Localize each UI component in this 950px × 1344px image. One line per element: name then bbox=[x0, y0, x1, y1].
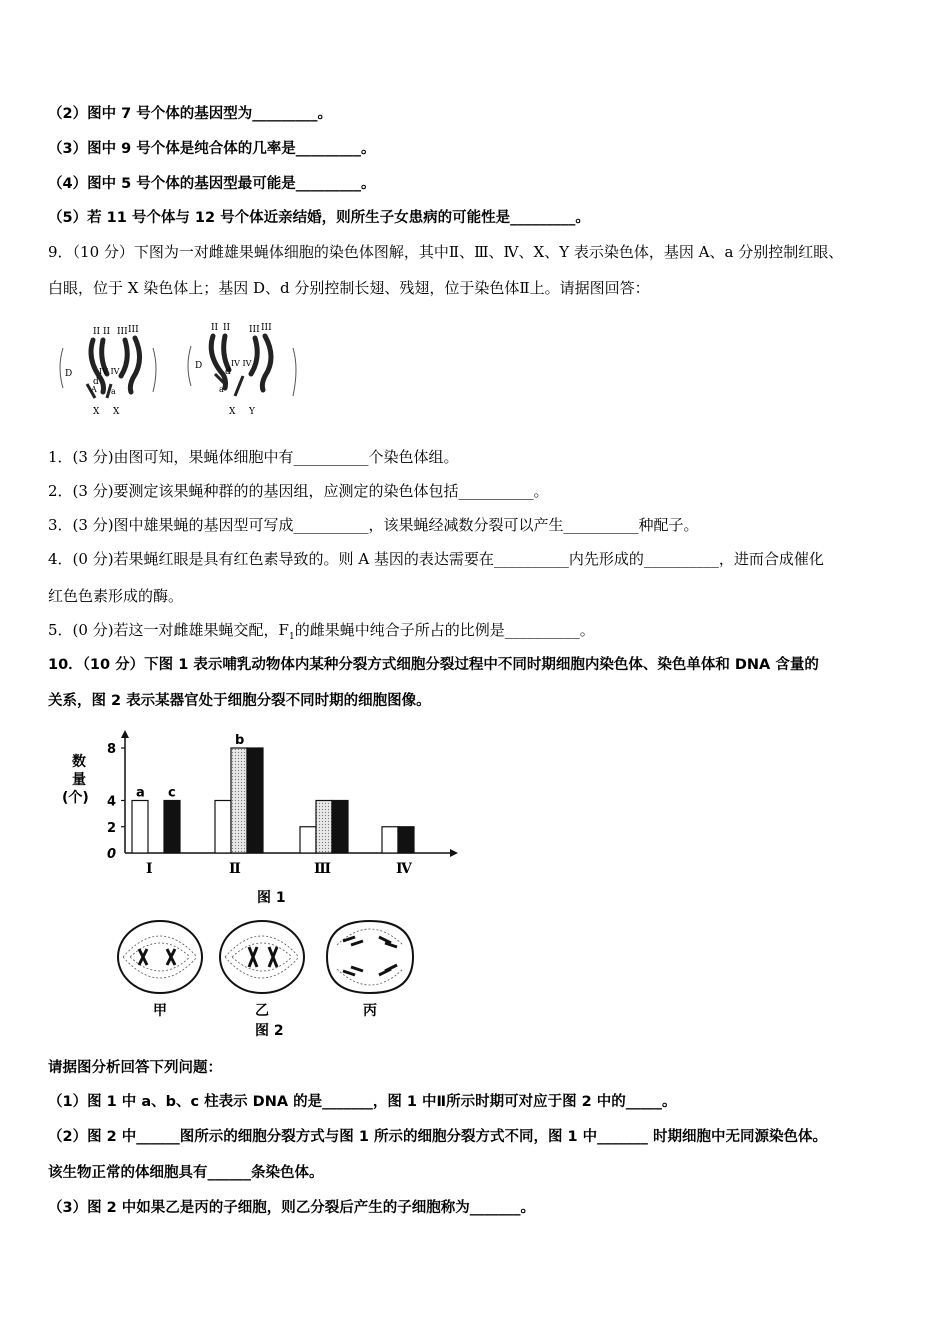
figure1-bar-chart bbox=[60, 730, 470, 910]
q9-intro-line2: 白眼，位于 X 染色体上；基因 D、d 分别控制长翅、残翅，位于染色体Ⅱ上。请据图回答： bbox=[48, 279, 650, 297]
male-sex-y: Y bbox=[249, 407, 255, 417]
male-gene-a: a bbox=[219, 385, 224, 394]
male-gene-d: d bbox=[225, 367, 231, 377]
q9-sub5-subscript: 1 bbox=[288, 632, 295, 642]
bar-a bbox=[300, 827, 316, 853]
bar-c bbox=[398, 827, 414, 853]
male-roman-3: III bbox=[249, 325, 260, 335]
y-tick-label: 2 bbox=[107, 820, 117, 836]
female-roman-3: III bbox=[117, 327, 128, 337]
y-tick-label: 8 bbox=[107, 742, 117, 757]
y-tick-label: 4 bbox=[107, 794, 117, 810]
x-tick-label: Ⅲ bbox=[314, 861, 332, 877]
x-tick-label: Ⅳ bbox=[396, 861, 412, 877]
q10-answer1: （1）图 1 中 a、b、c 柱表示 DNA 的是_______，图 1 中Ⅱ所示时期可对应于图 2 中的_____。 bbox=[48, 1094, 677, 1110]
female-roman-4: III bbox=[128, 325, 139, 335]
q9-sub5-post: 的雌果蝇中纯合子所占的比例是__________。 bbox=[294, 621, 595, 639]
cell-yi bbox=[220, 921, 304, 1019]
x-axis-arrow bbox=[450, 849, 458, 857]
y-tick-label: 0 bbox=[107, 847, 117, 862]
bar-a bbox=[382, 827, 398, 853]
male-roman-1: II bbox=[211, 323, 219, 333]
chromosome-figure bbox=[55, 318, 305, 418]
male-roman-4: III bbox=[261, 323, 272, 333]
male-karyotype bbox=[188, 323, 296, 417]
bar-c bbox=[247, 748, 263, 853]
q10-answer2-line2: 该生物正常的体细胞具有______条染色体。 bbox=[48, 1165, 324, 1181]
chart-ylabel-part1: 数 bbox=[72, 754, 86, 770]
q9-sub4-line2: 红色色素形成的酶。 bbox=[48, 587, 184, 605]
series-label-a: a bbox=[136, 785, 145, 801]
q9-sub5 bbox=[48, 619, 595, 642]
bar-b bbox=[316, 801, 332, 854]
series-label-c: c bbox=[168, 785, 176, 801]
q9-sub2: 2．(3 分)要测定该果蝇种群的的基因组，应测定的染色体包括__________。 bbox=[48, 482, 549, 500]
cell-label-bing: 丙 bbox=[363, 1003, 377, 1019]
q9-sub5-pre: 5．(0 分)若这一对雌雄果蝇交配，F bbox=[48, 621, 289, 639]
cell-bing bbox=[327, 921, 413, 1019]
female-gene-A: A bbox=[91, 385, 97, 394]
x-tick-label: Ⅰ bbox=[146, 861, 153, 877]
chart-title: 图 1 bbox=[257, 890, 286, 906]
q10-intro-line2: 关系，图 2 表示某器官处于细胞分裂不同时期的细胞图像。 bbox=[48, 693, 431, 709]
q9-intro-line1: 9．（10 分）下图为一对雌雄果蝇体细胞的染色体图解，其中Ⅱ、Ⅲ、Ⅳ、X、Y 表示染色体，基因 A、a 分别控制红眼、 bbox=[48, 243, 844, 261]
cell-label-jia: 甲 bbox=[153, 1003, 167, 1019]
female-gene-d: d bbox=[93, 377, 99, 387]
figure2-cells bbox=[115, 915, 425, 1040]
q8-part3: （3）图中 9 号个体是纯合体的几率是_________。 bbox=[48, 141, 376, 157]
female-gene-D: D bbox=[65, 369, 73, 379]
q9-sub4-line1: 4．(0 分)若果蝇红眼是具有红色素导致的。则 A 基因的表达需要在__________内先形成的__________，进而合成催化 bbox=[48, 550, 824, 568]
male-roman-2: II bbox=[223, 323, 231, 333]
q10-intro-line1: 10．（10 分）下图 1 表示哺乳动物体内某种分裂方式细胞分裂过程中不同时期细胞内染色体、染色单体和 DNA 含量的 bbox=[48, 657, 819, 673]
q9-sub1: 1．(3 分)由图可知，果蝇体细胞中有__________个染色体组。 bbox=[48, 448, 459, 466]
female-roman-2: II bbox=[103, 327, 111, 337]
q8-part5: （5）若 11 号个体与 12 号个体近亲结婚，则所生子女患病的可能性是_________。 bbox=[48, 210, 590, 226]
q9-sub3: 3．(3 分)图中雄果蝇的基因型可写成__________，该果蝇经减数分裂可以产生__________种配子。 bbox=[48, 516, 699, 534]
q10-answer2-line1: （2）图 2 中______图所示的细胞分裂方式与图 1 所示的细胞分裂方式不同，图 1 中_______ 时期细胞中无同源染色体。 bbox=[48, 1129, 827, 1145]
cell-jia bbox=[118, 921, 202, 1019]
bar-c bbox=[332, 801, 348, 854]
female-gene-a: a bbox=[111, 387, 116, 396]
q10-answer3: （3）图 2 中如果乙是丙的子细胞，则乙分裂后产生的子细胞称为_______。 bbox=[48, 1200, 536, 1216]
male-sex-x: X bbox=[229, 407, 236, 417]
female-sex-x1: X bbox=[93, 407, 100, 417]
series-label-b: b bbox=[235, 733, 245, 748]
female-karyotype bbox=[60, 325, 156, 417]
figure2-title: 图 2 bbox=[255, 1023, 284, 1039]
bar-a bbox=[215, 801, 231, 854]
bar-a bbox=[132, 801, 148, 854]
bar-b bbox=[231, 748, 247, 853]
male-iv-label: IV IV bbox=[231, 359, 252, 368]
chart-ylabel-part3: (个) bbox=[62, 790, 89, 806]
x-tick-label: Ⅱ bbox=[229, 861, 241, 877]
q8-part4: （4）图中 5 号个体的基因型最可能是_________。 bbox=[48, 176, 376, 192]
chart-ylabel-part2: 量 bbox=[72, 772, 86, 788]
y-axis-arrow bbox=[121, 730, 129, 738]
female-sex-x2: X bbox=[113, 407, 120, 417]
q10-ask: 请据图分析回答下列问题： bbox=[48, 1060, 222, 1076]
cell-label-yi: 乙 bbox=[255, 1003, 269, 1019]
male-gene-D: D bbox=[195, 361, 203, 371]
bar-c bbox=[164, 801, 180, 854]
q8-part2: （2）图中 7 号个体的基因型为_________。 bbox=[48, 106, 333, 122]
female-iv-label: IV IV bbox=[99, 367, 120, 376]
female-roman-1: II bbox=[93, 327, 101, 337]
chart-bars bbox=[132, 748, 414, 853]
